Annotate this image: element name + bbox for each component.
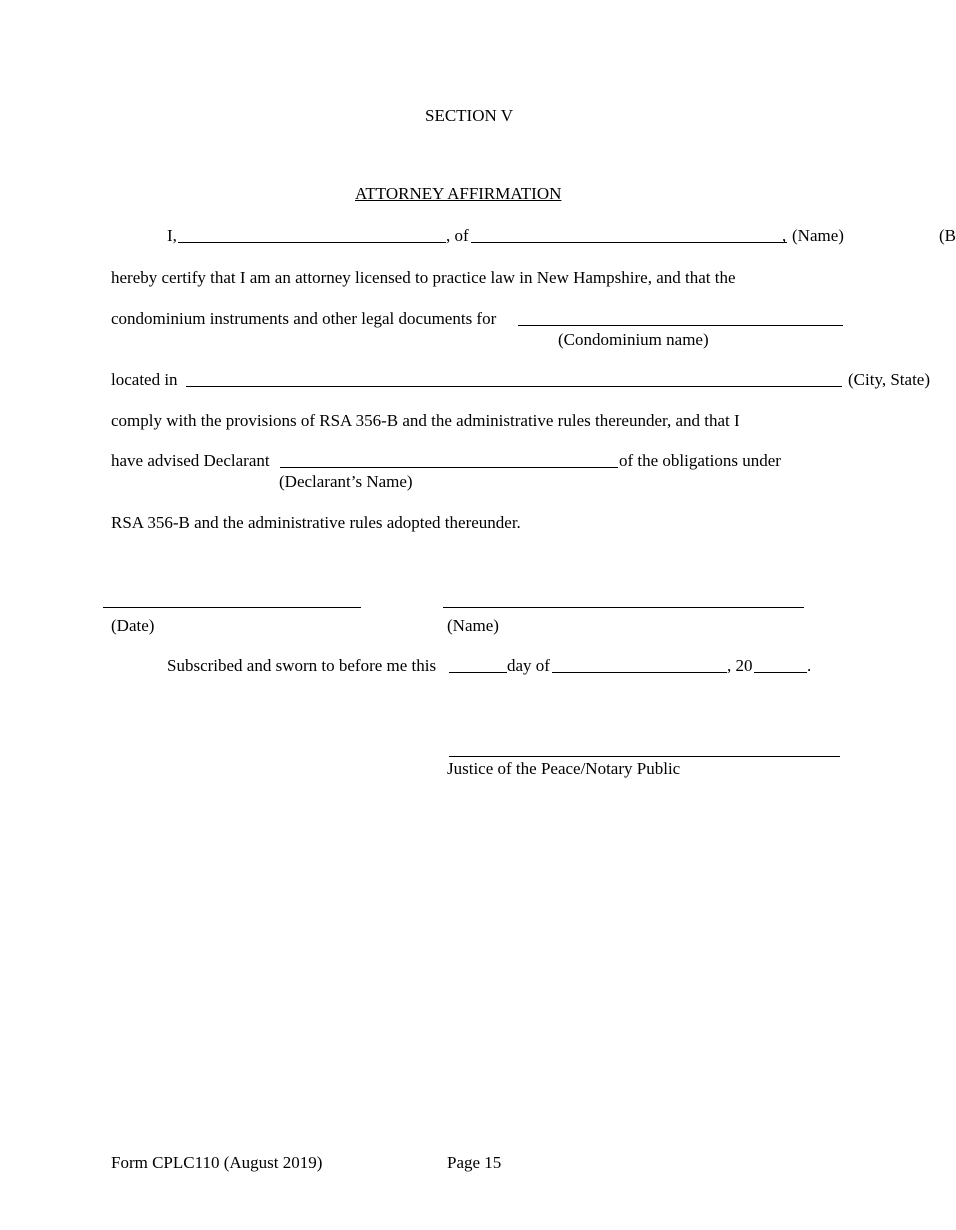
month-blank[interactable] (552, 672, 727, 673)
notary-signature-line[interactable] (449, 756, 840, 757)
of-text: , of (446, 226, 469, 245)
city-state-caption: (City, State) (848, 370, 930, 389)
obligations-text: of the obligations under (619, 451, 781, 470)
period-text: . (807, 656, 812, 675)
declarant-name-caption: (Declarant’s Name) (279, 472, 413, 491)
signature-name-caption: (Name) (447, 616, 499, 635)
declarant-name-blank[interactable] (280, 467, 618, 468)
name-signature-line[interactable] (443, 607, 804, 608)
notary-caption: Justice of the Peace/Notary Public (447, 759, 681, 778)
section-heading: SECTION V (425, 106, 513, 125)
condominium-name-blank[interactable] (518, 325, 843, 326)
form-id: Form CPLC110 (August 2019) (111, 1153, 323, 1172)
date-caption: (Date) (111, 616, 155, 635)
date-signature-line[interactable] (103, 607, 361, 608)
business-caption-cut: (B (939, 226, 956, 245)
name-caption: (Name) (792, 226, 844, 245)
attorney-name-blank[interactable] (178, 242, 446, 243)
year-prefix-text: , 20 (727, 656, 753, 675)
page-title: ATTORNEY AFFIRMATION (355, 184, 562, 203)
advised-text: have advised Declarant (111, 451, 270, 470)
comply-text: comply with the provisions of RSA 356-B and the administrative rules thereunder, and that I (111, 411, 740, 430)
page-number: Page 15 (447, 1153, 502, 1172)
comma-text: , (782, 226, 787, 245)
affirmation-lead: I, (167, 226, 177, 245)
day-blank[interactable] (449, 672, 507, 673)
year-blank[interactable] (754, 672, 807, 673)
day-of-text: day of (507, 656, 550, 675)
condominium-text: condominium instruments and other legal documents for (111, 309, 497, 328)
located-text: located in (111, 370, 178, 389)
condominium-name-caption: (Condominium name) (558, 330, 709, 349)
city-state-blank[interactable] (186, 386, 842, 387)
rules-text: RSA 356-B and the administrative rules adopted thereunder. (111, 513, 521, 532)
attorney-firm-blank[interactable] (471, 242, 787, 243)
certify-text: hereby certify that I am an attorney licensed to practice law in New Hampshire, and that the (111, 268, 736, 287)
sworn-text: Subscribed and sworn to before me this (167, 656, 437, 675)
